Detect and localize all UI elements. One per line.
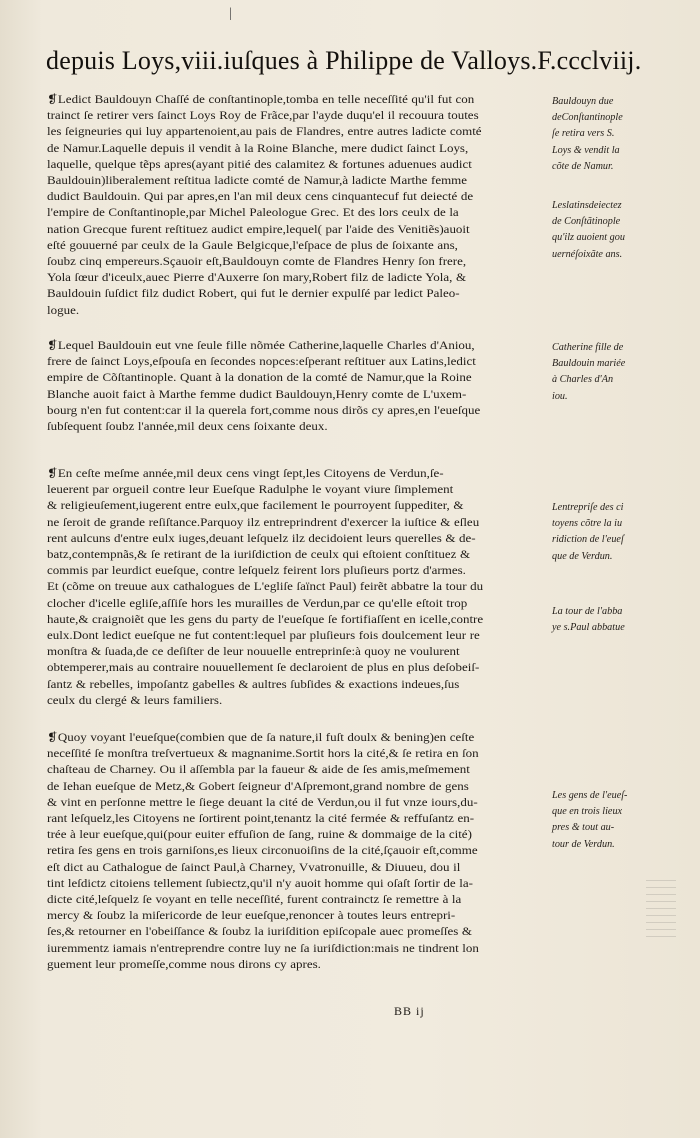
- paragraph-2: [47, 338, 547, 435]
- margin-line: deConſtantinople: [552, 112, 623, 124]
- text-line: logue.: [47, 303, 80, 317]
- text-line: trée à leur eueſque,qui(pour euiter effuſion de ſang, ruine & dommaige de la cité): [47, 828, 472, 842]
- text-line: ne ſeroit de grande reſiſtance.Parquoy ilz entreprindrent d'exercer la iuſtice & eſleu: [47, 515, 480, 529]
- text-line: mercy & ſoubz la miſericorde de leur eueſque,renoncer à toutes leurs entrepri-: [47, 909, 456, 923]
- text-line: les ſeigneuries qui luy appartenoient,au pais de Flandres, entre autres ladicte comté: [47, 125, 482, 139]
- margin-line: iou.: [552, 390, 568, 402]
- margin-line: de Conſtãtinople: [552, 216, 621, 228]
- text-line: Et (cõme on treuue aux cathalogues de L'egliſe ſaïnct Paul) feirẽt abbatre la tour du: [47, 580, 484, 594]
- marginal-note-6: [552, 788, 700, 853]
- text-line: ſubſequent ſoubz l'année,mil deux cens ſoixante deux.: [47, 420, 328, 434]
- text-line: eſt dict au Cathalogue de ſainct Paul,à Charney, Vvatronuille, & Diuueu, dou il: [47, 860, 461, 874]
- text-line: l'empire de Conſtantinople,par Michel Paleologue Grec. Et des lors ceulx de la: [47, 206, 459, 220]
- text-line: ſantz & rebelles, impoſantz gabelles & aultres ſubſides & exactions indeues,ſus: [47, 677, 460, 691]
- text-line: dicte cité,leſquelz ſe voyant en telle neceſſité, furent contrainctz ſe remettre à la: [47, 893, 462, 907]
- text-line: nation Grecque furent reſtituez audict empire,lequel( par l'aide des Venitiẽs)auoit: [47, 222, 470, 236]
- text-line: bourg n'en fut content:car il la querela fort,comme nous dirõs cy apres,en l'eueſque: [47, 403, 481, 417]
- margin-line: ridiction de l'eueſ: [552, 534, 624, 546]
- text-line: laquelle, quelque tẽps apres(ayant pitié des calamitez & fortunes aduenues audict: [47, 157, 472, 171]
- margin-line: toyens cõtre la iu: [552, 518, 623, 530]
- bleed-through-marks: [646, 880, 676, 940]
- text-line: retira ſes gens en trois garniſons,es lieux circonuoiſins de la cité,ſçauoir eſt,comme: [47, 844, 478, 858]
- margin-line: ye s.Paul abbatue: [552, 622, 625, 634]
- text-line: leuerent par orgueil contre leur Eueſque Radulphe le voyant viure ſimplement: [47, 483, 454, 497]
- marginal-note-1: [552, 94, 700, 175]
- margin-line: Leslatinsdeiectez: [552, 200, 622, 211]
- text-line: ❡Lequel Bauldouin eut vne ſeule fille nõmée Catherine,laquelle Charles d'Aniou,: [47, 339, 475, 352]
- margin-line: que en trois lieux: [552, 806, 623, 818]
- text-line: guement leur promeſſe,comme nous dirons cy apres.: [47, 957, 321, 971]
- marginal-note-4: [552, 500, 700, 565]
- text-line: ❡En ceſte meſme année,mil deux cens vingt ſept,les Citoyens de Verdun,ſe-: [47, 467, 444, 480]
- text-line: trainct ſe retirer vers ſainct Loys Roy de Frãce,par l'ayde duqu'el il recouura toutes: [47, 109, 479, 123]
- margin-line: La tour de l'abba: [552, 606, 623, 617]
- text-line: ❡Ledict Bauldouyn Chaſſé de conſtantinople,tomba en telle neceſſité qu'il fut con: [47, 93, 475, 106]
- text-line: ❡Quoy voyant l'eueſque(combien que de ſa nature,il fuſt doulx & bening)en ceſte: [47, 731, 475, 744]
- text-line: eulx.Dont ledict eueſque ne fut content:lequel par pluſieurs fois doulcement leur re: [47, 629, 480, 643]
- text-line: rent aulcuns d'entre eulx iuges,deuant leſquelz ilz decidoient leurs querelles & de-: [47, 531, 476, 545]
- text-line: ceulx du clergé & leurs familiers.: [47, 693, 223, 707]
- margin-line: qu'ilz auoient gou: [552, 232, 625, 244]
- text-line: batz,contempnãs,& ſe retirant de la iuriſdiction de ceulx qui eſtoient conſtituez &: [47, 548, 471, 562]
- running-head: depuis Loys,viii.iuſques à Philippe de Valloys.F.ccclviij.: [46, 46, 642, 75]
- text-line: Yola ſœur d'iceulx,auec Pierre d'Auxerre ſon mary,Robert filz de ladicte Yola, &: [47, 271, 467, 285]
- top-rule-mark: |: [229, 6, 232, 21]
- text-line: frere de ſainct Loys,eſpouſa en ſecondes nopces:eſperant reſtituer aux Latins,ledict: [47, 355, 476, 369]
- margin-line: Bauldouyn due: [552, 96, 614, 107]
- text-line: obtemperer,mais au contraire nouuellement ſe declaroient de plus en plus deſobeiſ-: [47, 661, 480, 675]
- text-line: & vint en perſonne mettre le ſiege deuant la cité de Verdun,ou il fut vnze iours,du-: [47, 795, 478, 809]
- text-line: de Namur.Laquelle depuis il vendit à la Roine Blanche, mere dudict ſainct Loys,: [47, 141, 469, 155]
- text-line: tint leſdictz citoiens tellement ſubiectz,qu'il n'y auoit homme qui oſaſt ſortir de la-: [47, 876, 473, 890]
- text-line: Bauldouin ſuſdict filz dudict Robert, qui fut le dernier expulſé par ledict Paleo-: [47, 287, 460, 301]
- margin-line: uernéſoixãte ans.: [552, 248, 623, 260]
- text-line: de Iehan eueſque de Metz,& Gobert ſeigneur d'Aſpremont,grand nombre de gens: [47, 779, 469, 793]
- margin-line: Bauldouin mariée: [552, 358, 626, 370]
- text-line: dudict Bauldouin. Qui par apres,en l'an mil deux cens cinquantecuf fut deiecté de: [47, 190, 474, 204]
- text-line: ſoubz cinq empereurs.Sçauoir eſt,Bauldouyn comte de Flandres Henry ſon frere,: [47, 255, 467, 269]
- signature-mark: BB ij: [394, 1004, 425, 1018]
- text-line: monſtra & ſuada,de ce deſiſter de leur nouuelle entreprinſe:à quoy ne voulurent: [47, 645, 460, 659]
- text-line: haute,& craignoiẽt que les gens du party de l'eueſque ſe fortifiaſſent en icelle,contre: [47, 612, 484, 626]
- text-line: Blanche auoit faict à Marthe femme dudict Bauldouyn,Henry comte de L'uxem-: [47, 387, 467, 401]
- margin-line: ſe retira vers S.: [552, 128, 615, 140]
- paragraph-3: [47, 466, 547, 709]
- margin-line: Loys & vendit la: [552, 144, 620, 156]
- text-line: ſes,& retourner en l'obeiſſance & ſoubz la iuriſdition epiſcopale auec promeſſes &: [47, 925, 473, 939]
- margin-line: Lentrepriſe des ci: [552, 502, 624, 513]
- margin-line: que de Verdun.: [552, 550, 613, 562]
- paragraph-1: [47, 92, 547, 319]
- marginal-note-3: [552, 340, 700, 405]
- text-line: rant leſquelz,les Citoyens ne ſortirent point,tenantz la cité fermée & reffuſantz en-: [47, 812, 475, 826]
- paragraph-4: [47, 730, 547, 973]
- margin-line: cõte de Namur.: [552, 160, 614, 172]
- margin-line: Catherine fille de: [552, 342, 624, 353]
- text-line: empire de Cõſtantinople. Quant à la donation de la comté de Namur,que la Roine: [47, 371, 472, 385]
- margin-line: à Charles d'An: [552, 374, 614, 386]
- marginal-note-2: [552, 198, 700, 263]
- text-line: chaſteau de Charney. Ou il aſſembla par la faueur & aide de ſes amis,meſmement: [47, 763, 470, 777]
- text-line: neceſſité ſe monſtra treſvertueux & magnanime.Sortit hors la cité,& ſe retira en ſon: [47, 747, 479, 761]
- text-line: clocher d'icelle egliſe,aſſiſe hors les murailles de Verdun,par ce qu'elle eſtoit trop: [47, 596, 468, 610]
- text-line: & religieuſement,iugerent entre eulx,que facilement le pourroyent ſuppediter, &: [47, 499, 464, 513]
- marginal-note-5: [552, 604, 700, 636]
- margin-line: pres & tout au-: [552, 822, 615, 834]
- margin-line: Les gens de l'eueſ-: [552, 790, 628, 801]
- text-line: eſté gouuerné par ceulx de la Gaule Belgicque,l'eſpace de plus de ſoixante ans,: [47, 238, 458, 252]
- text-line: Bauldouin)liberalement reſtitua ladicte comté de Namur,à ladicte Marthe femme: [47, 174, 468, 188]
- text-line: iuremmentz iamais n'entreprendre contre luy ne ſa iuriſdiction:mais ne tindrent lon: [47, 941, 479, 955]
- margin-line: tour de Verdun.: [552, 838, 615, 850]
- text-line: commis par leurdict eueſque, contre leſquelz feirent lors pluſieurs portz d'armes.: [47, 564, 466, 578]
